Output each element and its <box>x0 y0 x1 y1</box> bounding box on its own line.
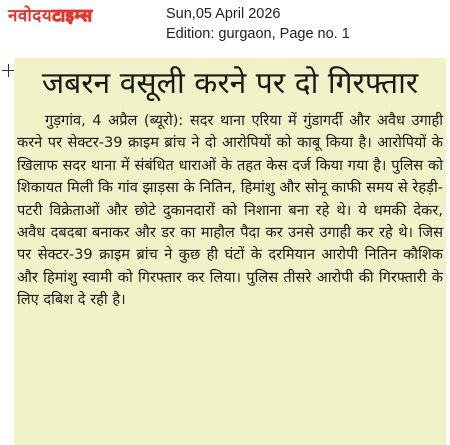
article-clipping <box>14 58 446 445</box>
newspaper-logo <box>8 6 93 26</box>
logo-main-text: नवोदय <box>8 6 53 26</box>
edition-info <box>166 4 350 44</box>
article-body: गुड़गांव, 4 अप्रैल (ब्यूरो): सदर थाना एरिया में गुंडागर्दी और अवैध उगाही करने पर सेक्टर-39 क्राइम ब्रांच ने दो आरोपियों को काबू किया है। आरोपियों के खिलाफ सदर थाना में संबंधित धाराओं के तहत केस दर्ज किया गया है। पुलिस को शिकायत मिली कि गांव झाड़सा के नितिन, हिमांशु और सोनू काफी समय से रेहड़ी-पटरी विक्रेताओं और छोटे दुकानदारों को निशाना बना रहे थे। ये धमकी देकर, अवैध दबदबा बनाकर और डर का माहौल पैदा कर उनसे उगाही कर रहे थे। जिस पर सेक्टर-39 क्राइम ब्रांच ने कुछ ही घंटों के दरमियान आरोपी नितिन कौशिक और हिमांशु स्वामी को गिरफ्तार कर लिया। पुलिस तीसरे आरोपी की गिरफ्तारी के लिए दबिश दे रही है। <box>17 112 443 309</box>
edition-page: Edition: gurgaon, Page no. 1 <box>166 26 350 42</box>
article-headline: जबरन वसूली करने पर दो गिरफ्तार <box>41 66 419 101</box>
epaper-header <box>0 0 450 58</box>
publish-date: Sun,05 April 2026 <box>166 6 281 22</box>
logo-sub-text: टाइम्स <box>52 6 93 26</box>
